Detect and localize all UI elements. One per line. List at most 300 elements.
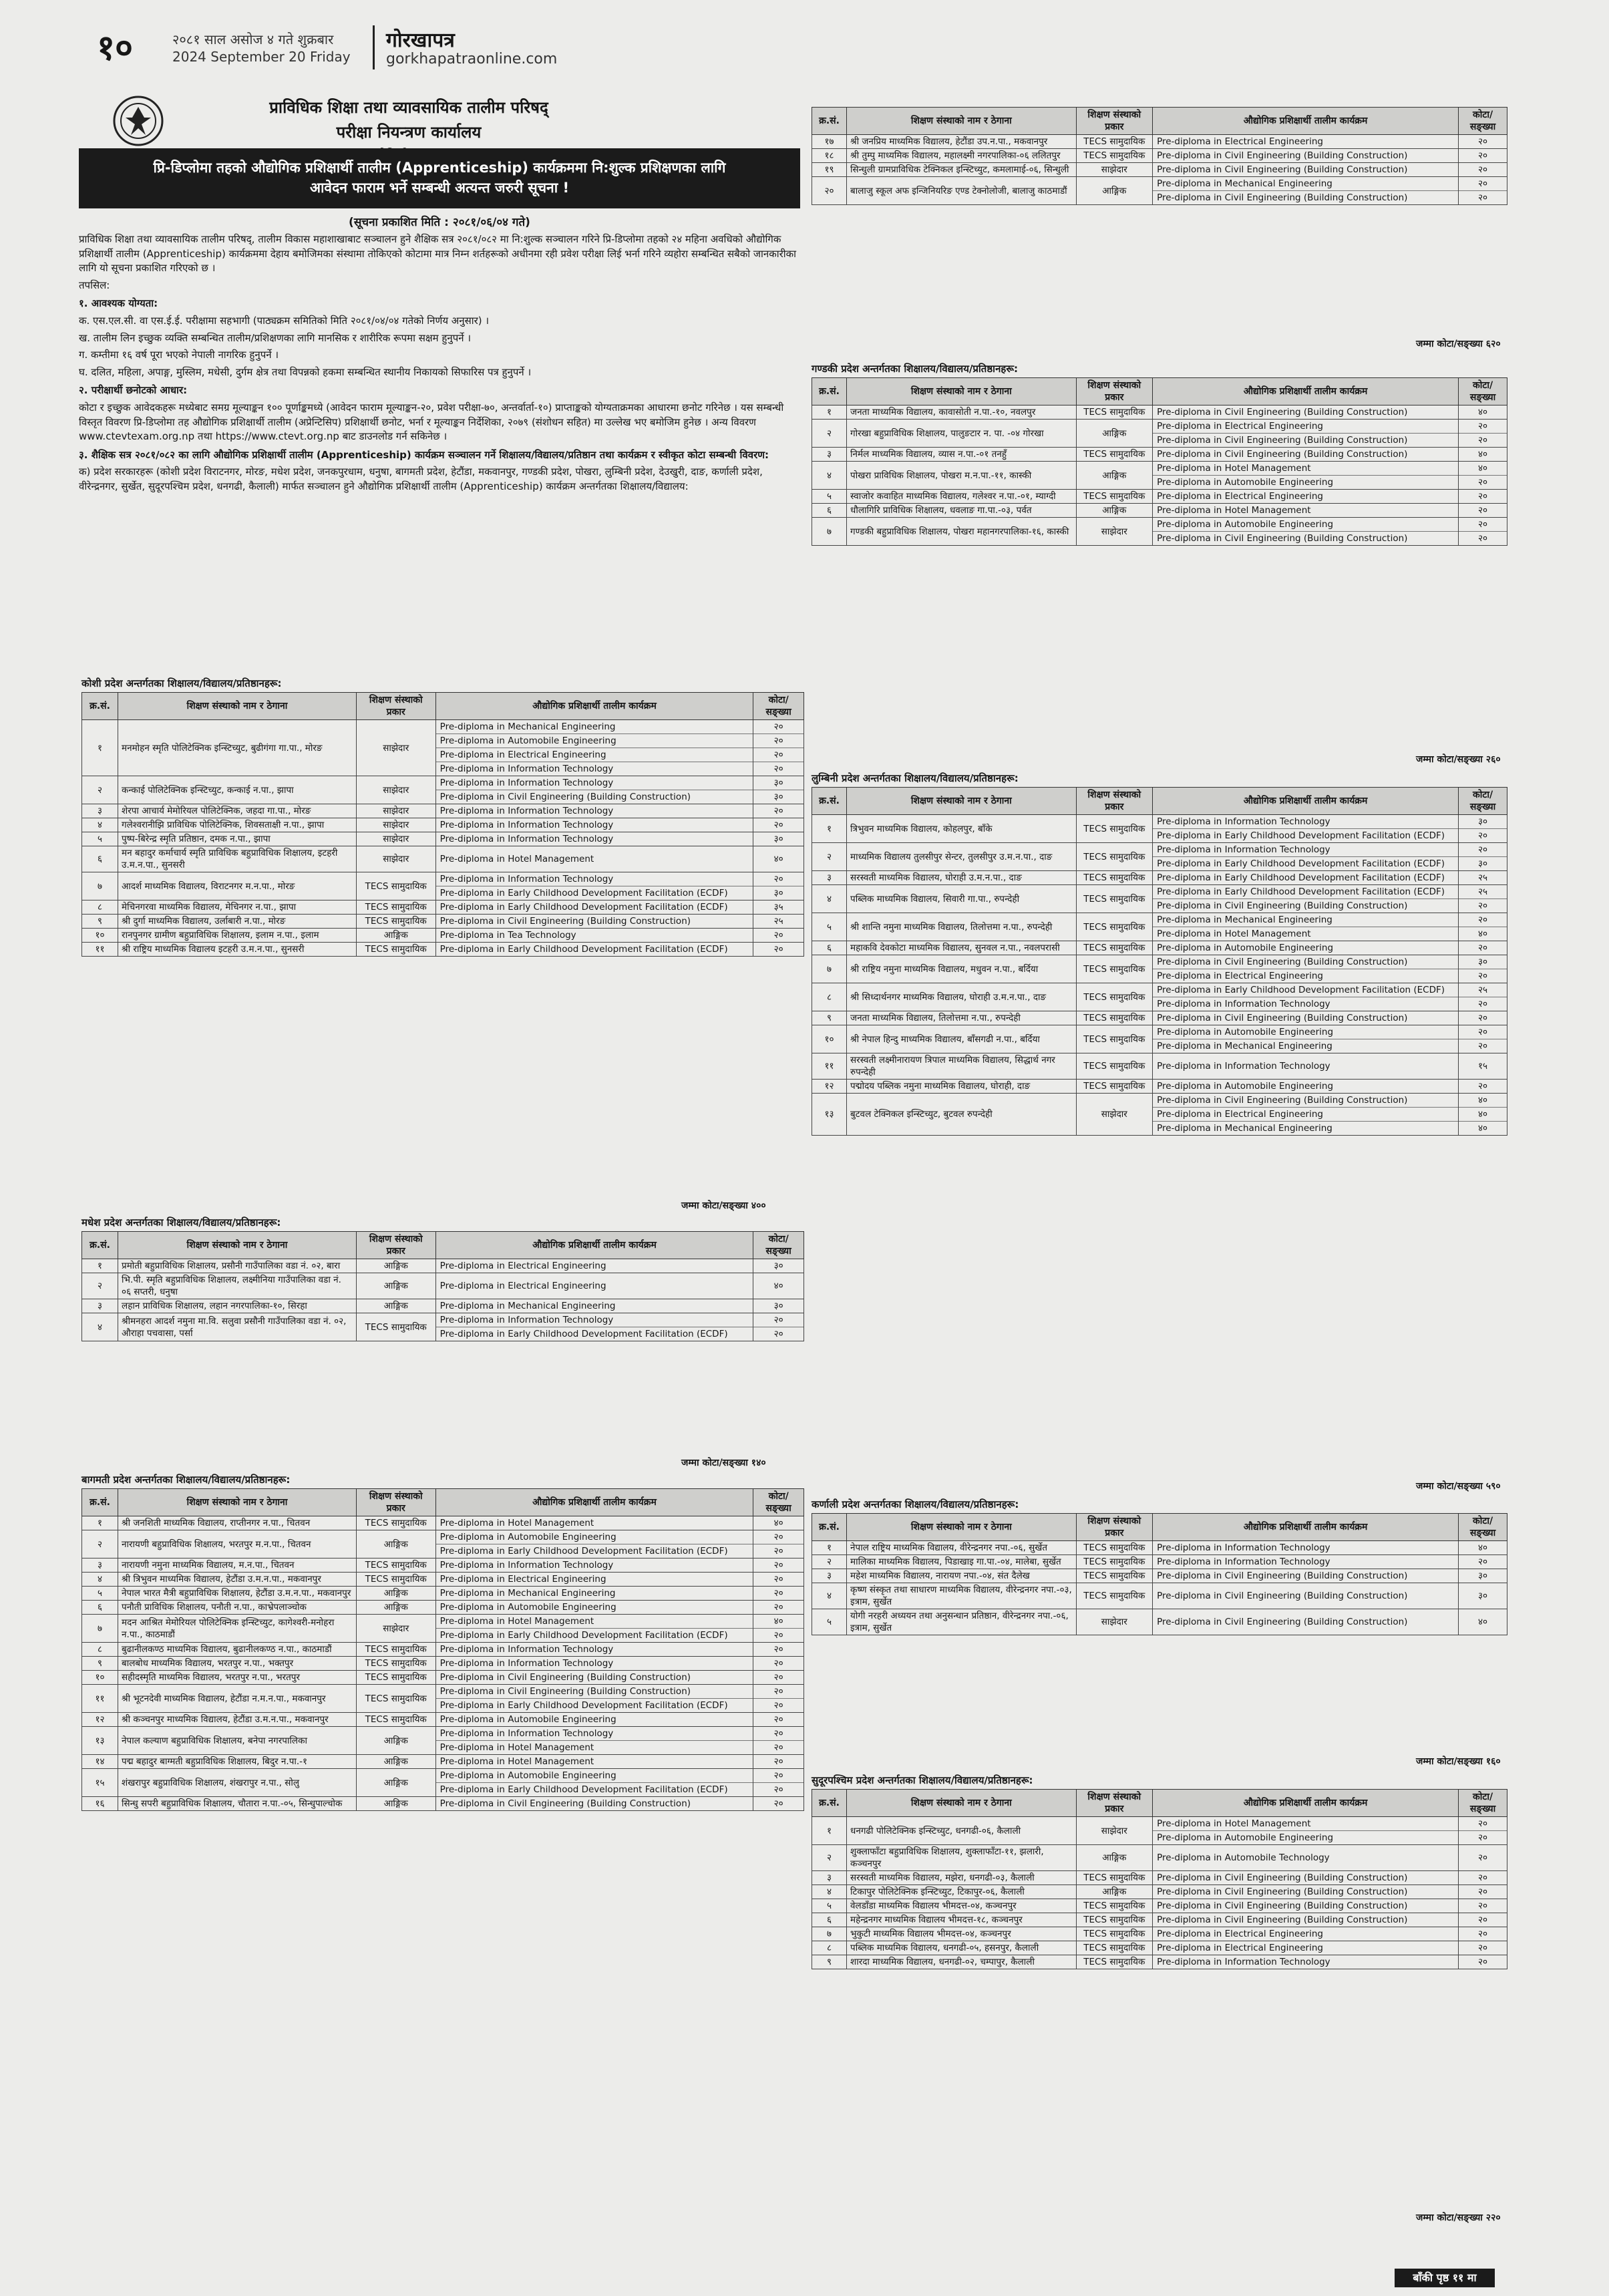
- quota-list: [1459, 1899, 1507, 1913]
- quota-value: ४०: [1478, 1542, 1488, 1553]
- quota-list: [1459, 504, 1507, 518]
- quota-value: २०: [773, 1630, 783, 1641]
- institution-type: TECS सामुदायिक: [1076, 983, 1153, 1011]
- program-name: Pre-diploma in Information Technology: [439, 834, 614, 844]
- quota-value: २०: [1478, 999, 1488, 1009]
- program-list: [1153, 448, 1459, 462]
- office-name: परीक्षा नियन्त्रण कार्यालय: [336, 123, 482, 142]
- institution-name: गण्डकी बहुप्राविधिक शिक्षालय, पोखरा महानगरपालिका-१६, कास्की: [847, 518, 1077, 546]
- quota-value: २०: [773, 1784, 783, 1795]
- table-header-row: [812, 108, 1507, 135]
- type-header: शिक्षण संस्थाको प्रकार: [356, 1489, 435, 1516]
- quota-value: २०: [1459, 913, 1507, 927]
- institution-name: धौलागिरि प्राविधिक शिक्षालय, धवलाङ गा.पा.-०३, पर्वत: [847, 504, 1077, 518]
- institution-type: TECS सामुदायिक: [1076, 1955, 1153, 1969]
- program-list: [1153, 420, 1459, 448]
- institution-name: स्वाजोर कवाहित माध्यमिक विद्यालय, गलेश्वर न.पा.-०१, म्याग्दी: [847, 490, 1077, 504]
- gandaki-table: [812, 377, 1507, 546]
- program-list: [435, 1685, 753, 1713]
- institution-name: जनता माध्यमिक विद्यालय, तिलोत्तमा न.पा., रुपन्देही: [847, 1011, 1077, 1025]
- quota-list: [1459, 1817, 1507, 1845]
- continued-on-page-badge: बाँकी पृष्ठ ११ मा: [1395, 2269, 1495, 2287]
- program-name: Pre-diploma in Mechanical Engineering: [1153, 177, 1458, 191]
- quota-list: [1459, 913, 1507, 941]
- quota-value: २०: [773, 1798, 783, 1809]
- institution-name: मेचिनगरवा माध्यमिक विद्यालय, मेचिनगर न.पा., झापा: [118, 900, 357, 915]
- quota-header: कोटा/सङ्ख्या: [1459, 378, 1507, 405]
- type-header: शिक्षण संस्थाको प्रकार: [356, 693, 435, 720]
- table-row: [82, 1685, 804, 1713]
- quota-header: कोटा/सङ्ख्या: [1459, 1790, 1507, 1817]
- institution-type: TECS सामुदायिक: [1076, 1569, 1153, 1583]
- institution-type: TECS सामुदायिक: [1076, 405, 1153, 420]
- institution-name: श्रीमनहरा आदर्श नमुना मा.वि. सलुवा प्रसौनी गाउँपालिका वडा नं. ०२, औराहा पचवासा, पर्सा: [118, 1313, 357, 1341]
- program-name: Pre-diploma in Civil Engineering (Building Construction): [1157, 1571, 1408, 1581]
- institution-name: धनगढी पोलिटेक्निक इन्स्टिच्युट, धनगढी-०६, कैलाली: [847, 1817, 1077, 1845]
- program-name: Pre-diploma in Civil Engineering (Building Construction): [1157, 1915, 1408, 1925]
- program-list: [435, 943, 753, 957]
- quota-list: [753, 846, 804, 872]
- institution-type: साझेदार: [1076, 1609, 1153, 1635]
- quota-list: [1459, 815, 1507, 843]
- website-link[interactable]: gorkhapatraonline.com: [386, 51, 558, 67]
- quota-list: [753, 1713, 804, 1727]
- program-name: Pre-diploma in Hotel Management: [1157, 929, 1311, 939]
- quota-list: [1459, 955, 1507, 983]
- institution-name: श्री शान्ति नमुना माध्यमिक विद्यालय, तिलोत्तमा न.पा., रुपन्देही: [847, 913, 1077, 941]
- table-row: [82, 1755, 804, 1769]
- institution-name: नेपाल कल्याण बहुप्राविधिक शिक्षालय, बनेपा नगरपालिका: [118, 1727, 357, 1755]
- institution-type: TECS सामुदायिक: [1076, 149, 1153, 163]
- institution-name: पद्म बहादुर बाग्मती बहुप्राविधिक शिक्षालय, बिदुर न.पा.-१: [118, 1755, 357, 1769]
- quota-value: २०: [753, 1685, 803, 1699]
- programs-text: क) प्रदेश सरकारहरू (कोशी प्रदेश विराटनगर, मोरङ, मधेश प्रदेश, जनकपुरधाम, धनुषा, बागमती प्रदेश, हेटौंडा, मकवानपुर, गण्डकी प्रदेश, पोखरा, लुम्बिनी प्रदेश, देउखुरी, दाङ, कर्णाली प्रदेश, वीरेन्द्रनगर, सुर्खेत, सुदूरपश्चिम प्रदेश, धनगढी, कैलाली) मार्फत सञ्चालन हुने औद्योगिक प्रशिक्षार्थी तालीम (Apprenticeship) कार्यक्रम अन्तर्गतका शिक्षालय/विद्यालय:: [79, 466, 763, 492]
- serial-number: १: [812, 1817, 847, 1845]
- quota-value: २०: [1478, 1872, 1488, 1883]
- table-row: [812, 1955, 1507, 1969]
- institution-type: TECS सामुदायिक: [1076, 1871, 1153, 1885]
- type-header: शिक्षण संस्थाको प्रकार: [1076, 108, 1153, 135]
- program-list: [435, 1713, 753, 1727]
- institution-type: साझेदार: [356, 1615, 435, 1643]
- program-list: [1153, 1053, 1459, 1080]
- table-row: [812, 1011, 1507, 1025]
- institution-name: गलेश्वरानीझि प्राविधिक पोलिटेक्निक, शिवसताक्षी न.पा., झापा: [118, 818, 357, 832]
- institution-type: TECS सामुदायिक: [1076, 815, 1153, 843]
- selection-heading: २. परीक्षार्थी छनोटको आधार:: [79, 384, 188, 397]
- quota-value: ४०: [1459, 1094, 1507, 1108]
- quota-list: [753, 1615, 804, 1643]
- program-name: Pre-diploma in Mechanical Engineering: [439, 1588, 616, 1599]
- program-name: Pre-diploma in Civil Engineering (Building Construction): [1157, 435, 1408, 446]
- table-row: [812, 815, 1507, 843]
- institution-type: साझेदार: [356, 832, 435, 846]
- quota-value: २०: [753, 1769, 803, 1783]
- program-list: [1153, 843, 1459, 871]
- quota-list: [753, 776, 804, 804]
- table-header-row: [812, 788, 1507, 815]
- program-name: Pre-diploma in Early Childhood Development Facilitation (ECDF): [439, 1630, 728, 1641]
- institution-name: नारायणी बहुप्राविधिक शिक्षालय, भरतपुर म.न.पा., चितवन: [118, 1530, 357, 1559]
- banner-line-2: आवेदन फाराम भर्ने सम्बन्धी अत्यन्त जरुरी सूचना !: [309, 180, 570, 196]
- institution-type: TECS सामुदायिक: [356, 872, 435, 900]
- serial-number: ९: [82, 915, 118, 929]
- serial-number: १: [82, 1259, 118, 1273]
- table-row: [812, 462, 1507, 490]
- institution-type: TECS सामुदायिक: [1076, 913, 1153, 941]
- program-header: औद्योगिक प्रशिक्षार्थी तालीम कार्यक्रम: [1153, 378, 1459, 405]
- notice-intro: प्राविधिक शिक्षा तथा व्यावसायिक तालीम परिषद्, तालीम विकास महाशाखाबाट सञ्चालन हुने शैक्षिक सत्र २०८१/०८२ मा नि:शुल्क सञ्चालन गरिने प्रि-डिप्लोमा तहको २४ महिना अवधिको औद्योगिक प्रशिक्षार्थी तालीम (Apprenticeship) कार्यक्रममा देहाय बमोजिमका संस्थामा तोकिएको कोटामा मात्र निम्न शर्तहरूको अधीनमा रही प्रवेश परीक्षा लिई भर्ना गरिने व्यहोरा सम्बन्धित सबैको जानकारीका लागि यो सूचना प्रकाशित गरिएको छ ।: [79, 233, 797, 275]
- program-list: [435, 929, 753, 943]
- institution-type: आङ्गिक: [1076, 177, 1153, 205]
- institution-name: बुटवल टेक्निकल इन्स्टिच्युट, बुटवल रुपन्देही: [847, 1094, 1077, 1136]
- serial-number: ५: [82, 1587, 118, 1601]
- institution-name: बुढानीलकण्ठ माध्यमिक विद्यालय, बुढानीलकण्ठ न.पा., काठमाडौं: [118, 1643, 357, 1657]
- table-row: [82, 1615, 804, 1643]
- program-name: Pre-diploma in Information Technology: [1153, 815, 1458, 829]
- program-name: Pre-diploma in Information Technology: [439, 1560, 614, 1571]
- institution-type: साझेदार: [1076, 1094, 1153, 1136]
- quota-list: [1459, 941, 1507, 955]
- institution-type: TECS सामुदायिक: [1076, 1899, 1153, 1913]
- institution-type: TECS सामुदायिक: [356, 1671, 435, 1685]
- program-name: Pre-diploma in Mechanical Engineering: [1157, 1123, 1332, 1134]
- institution-name: पब्लिक माध्यमिक विद्यालय, सिवारी गा.पा., रुपन्देही: [847, 885, 1077, 913]
- quota-value: २०: [753, 1530, 803, 1544]
- bagmati-continued-table: [812, 107, 1507, 205]
- table-row: [812, 885, 1507, 913]
- quota-value: २०: [1478, 830, 1488, 841]
- quota-value: २५: [773, 916, 783, 927]
- institution-name: श्री राष्ट्रिय माध्यमिक विद्यालय इटहरी उ.म.न.पा., सुनसरी: [118, 943, 357, 957]
- institution-name: भि.पी. स्मृति बहुप्राविधिक शिक्षालय, लक्ष्मीनिया गाउँपालिका वडा नं. ०६ सप्तरी, धनुषा: [118, 1273, 357, 1299]
- serial-number: १२: [812, 1080, 847, 1094]
- serial-number: ७: [812, 955, 847, 983]
- quota-list: [1459, 1609, 1507, 1635]
- quota-value: २०: [753, 748, 803, 762]
- program-list: [435, 1769, 753, 1797]
- program-list: [435, 1615, 753, 1643]
- page-number: १०: [97, 27, 134, 68]
- sudurpashchim-title: सुदूरपश्चिम प्रदेश अन्तर्गतका शिक्षालय/विद्यालय/प्रतिष्ठानहरू:: [812, 1774, 1033, 1786]
- quota-value: २०: [773, 764, 783, 774]
- program-name: Pre-diploma in Electrical Engineering: [439, 1281, 606, 1291]
- program-name: Pre-diploma in Early Childhood Development Facilitation (ECDF): [439, 1700, 728, 1711]
- quota-list: [753, 1755, 804, 1769]
- institution-name: नेपाल भारत मैत्री बहुप्राविधिक शिक्षालय, हेटौंडा उ.म.न.पा., मकवानपुर: [118, 1587, 357, 1601]
- serial-number: ११: [812, 1053, 847, 1080]
- table-row: [82, 1727, 804, 1755]
- serial-header: क्र.सं.: [82, 1232, 118, 1259]
- institution-name: त्रिभुवन माध्यमिक विद्यालय, कोहलपुर, बाँके: [847, 815, 1077, 843]
- quota-value: २०: [773, 1329, 783, 1339]
- program-list: [1153, 1885, 1459, 1899]
- program-list: [1153, 177, 1459, 205]
- serial-number: ९: [82, 1657, 118, 1671]
- program-name: Pre-diploma in Civil Engineering (Building Construction): [1157, 1872, 1408, 1883]
- institution-name: श्री त्रिभुवन माध्यमिक विद्यालय, हेटौंडा उ.म.न.पा., मकवानपुर: [118, 1573, 357, 1587]
- program-name: Pre-diploma in Electrical Engineering: [1157, 1929, 1323, 1939]
- newspaper-name: गोरखापत्र: [386, 29, 455, 52]
- program-name: Pre-diploma in Information Technology: [439, 806, 614, 816]
- date-english: 2024 September 20 Friday: [172, 49, 351, 65]
- serial-header: क्र.सं.: [812, 1790, 847, 1817]
- program-name: Pre-diploma in Mechanical Engineering: [439, 1301, 616, 1311]
- institution-name: टिकापुर पोलिटेक्निक इन्स्टिच्युट, टिकापुर-०६, कैलाली: [847, 1885, 1077, 1899]
- institution-type: आङ्गिक: [1076, 504, 1153, 518]
- program-list: [1153, 504, 1459, 518]
- institution-type: आङ्गिक: [356, 1769, 435, 1797]
- type-header: शिक्षण संस्थाको प्रकार: [1076, 1790, 1153, 1817]
- serial-number: १३: [82, 1727, 118, 1755]
- institution-type: TECS सामुदायिक: [1076, 448, 1153, 462]
- quota-list: [1459, 843, 1507, 871]
- program-list: [435, 1657, 753, 1671]
- quota-list: [753, 915, 804, 929]
- institution-name: महाकवि देवकोटा माध्यमिक विद्यालय, सुनवल न.पा., नवलपरासी: [847, 941, 1077, 955]
- program-list: [1153, 462, 1459, 490]
- table-row: [82, 1273, 804, 1299]
- lumbini-total: जम्मा कोटा/सङ्ख्या ५९०: [1416, 1481, 1501, 1492]
- ctevt-logo-icon: [112, 95, 164, 147]
- koshi-title: कोशी प्रदेश अन्तर्गतका शिक्षालय/विद्यालय/प्रतिष्ठानहरू:: [81, 677, 282, 689]
- serial-number: २: [82, 1530, 118, 1559]
- quota-list: [1459, 1871, 1507, 1885]
- program-list: [1153, 1941, 1459, 1955]
- serial-header: क्र.सं.: [82, 693, 118, 720]
- madhesh-total: जम्मा कोटा/सङ्ख्या १४०: [681, 1458, 766, 1468]
- program-name: Pre-diploma in Early Childhood Development Facilitation (ECDF): [439, 1546, 728, 1556]
- serial-number: ५: [812, 1609, 847, 1635]
- issue-date: [172, 31, 351, 65]
- program-header: औद्योगिक प्रशिक्षार्थी तालीम कार्यक्रम: [435, 1232, 753, 1259]
- quota-list: [753, 1587, 804, 1601]
- program-name: Pre-diploma in Information Technology: [436, 872, 753, 886]
- quota-value: २०: [1478, 533, 1488, 544]
- serial-number: ८: [82, 1643, 118, 1657]
- table-row: [812, 1025, 1507, 1053]
- quota-header: कोटा/सङ्ख्या: [1459, 788, 1507, 815]
- program-name: Pre-diploma in Early Childhood Development Facilitation (ECDF): [1153, 885, 1458, 899]
- table-row: [812, 955, 1507, 983]
- quota-value: २०: [753, 720, 803, 734]
- gandaki-total: जम्मा कोटा/सङ्ख्या २६०: [1416, 754, 1501, 765]
- serial-number: ६: [812, 941, 847, 955]
- program-list: [435, 776, 753, 804]
- program-list: [1153, 1913, 1459, 1927]
- serial-number: ८: [812, 1941, 847, 1955]
- serial-number: ३: [82, 804, 118, 818]
- institution-type: आङ्गिक: [356, 1755, 435, 1769]
- quota-value: ४०: [1478, 1123, 1488, 1134]
- program-list: [1153, 1927, 1459, 1941]
- program-header: औद्योगिक प्रशिक्षार्थी तालीम कार्यक्रम: [1153, 108, 1459, 135]
- serial-number: ४: [82, 1573, 118, 1587]
- serial-number: १९: [812, 163, 847, 177]
- serial-number: २: [82, 776, 118, 804]
- program-name: Pre-diploma in Automobile Engineering: [436, 1769, 753, 1783]
- quota-value: २०: [1478, 1556, 1488, 1567]
- table-row: [82, 1530, 804, 1559]
- quota-value: ४०: [1478, 929, 1488, 939]
- koshi-table: [81, 692, 804, 957]
- table-row: [82, 1259, 804, 1273]
- quota-value: ३०: [1459, 955, 1507, 969]
- quota-value: २०: [773, 1602, 783, 1613]
- table-row: [82, 1573, 804, 1587]
- institution-type: TECS सामुदायिक: [356, 900, 435, 915]
- program-name: Pre-diploma in Hotel Management: [439, 854, 594, 864]
- institution-name: श्री कञ्चनपुर माध्यमिक विद्यालय, हेटौंडा उ.म.न.पा., मकवानपुर: [118, 1713, 357, 1727]
- institution-name: माध्यमिक विद्यालय तुलसीपुर सेन्टर, तुलसीपुर उ.म.न.पा., दाङ: [847, 843, 1077, 871]
- quota-header: कोटा/सङ्ख्या: [753, 1489, 804, 1516]
- institution-name: मन बहादुर कर्माचार्य स्मृति प्राविधिक बहुप्राविधिक शिक्षालय, इटहरी उ.म.न.पा., सुनसरी: [118, 846, 357, 872]
- serial-number: ३: [812, 448, 847, 462]
- table-header-row: [82, 1489, 804, 1516]
- quota-list: [753, 1727, 804, 1755]
- serial-number: १०: [82, 1671, 118, 1685]
- table-row: [82, 804, 804, 818]
- table-row: [82, 1671, 804, 1685]
- program-name: Pre-diploma in Hotel Management: [436, 1615, 753, 1629]
- quota-list: [753, 1573, 804, 1587]
- program-list: [435, 1643, 753, 1657]
- institution-name: श्री भूटनदेवी माध्यमिक विद्यालय, हेटौंडा न.म.न.पा., मकवानपुर: [118, 1685, 357, 1713]
- quota-value: २०: [1478, 1957, 1488, 1967]
- program-name: Pre-diploma in Automobile Engineering: [1157, 943, 1334, 953]
- serial-number: १: [82, 720, 118, 776]
- quota-value: १५: [1478, 1061, 1488, 1072]
- program-name: Pre-diploma in Mechanical Engineering: [436, 720, 753, 734]
- program-list: [435, 1601, 753, 1615]
- institution-type: TECS सामुदायिक: [356, 1573, 435, 1587]
- institution-name: सरस्वती लक्ष्मीनारायण त्रिपाल माध्यमिक विद्यालय, सिद्धार्थ नगर रुपन्देही: [847, 1053, 1077, 1080]
- program-name: Pre-diploma in Civil Engineering (Building Construction): [1157, 407, 1408, 418]
- program-list: [435, 1671, 753, 1685]
- table-row: [82, 1657, 804, 1671]
- program-name: Pre-diploma in Civil Engineering (Building Construction): [1157, 1013, 1408, 1023]
- table-row: [82, 832, 804, 846]
- program-list: [435, 1299, 753, 1313]
- program-list: [1153, 1569, 1459, 1583]
- quota-value: २०: [1459, 1025, 1507, 1039]
- program-name: Pre-diploma in Automobile Engineering: [439, 1602, 616, 1613]
- table-row: [82, 1643, 804, 1657]
- quota-value: २५: [1459, 885, 1507, 899]
- table-row: [82, 776, 804, 804]
- serial-number: ३: [812, 1569, 847, 1583]
- quota-value: ३०: [773, 1301, 783, 1311]
- table-row: [812, 405, 1507, 420]
- quota-value: २०: [773, 1756, 783, 1767]
- program-list: [435, 720, 753, 776]
- quota-value: २०: [1478, 1901, 1488, 1911]
- quota-list: [1459, 885, 1507, 913]
- quota-value: २०: [773, 1560, 783, 1571]
- institution-name: रानपुनगर ग्रामीण बहुप्राविधिक शिक्षालय, इलाम न.पा., इलाम: [118, 929, 357, 943]
- quota-value: २०: [1478, 971, 1488, 981]
- quota-value: २०: [773, 1546, 783, 1556]
- serial-number: ६: [812, 1913, 847, 1927]
- program-list: [435, 900, 753, 915]
- institution-name: श्री जनप्रिय माध्यमिक विद्यालय, हेटौंडा उप.न.पा., मकवानपुर: [847, 135, 1077, 149]
- table-row: [812, 871, 1507, 885]
- institution-type: TECS सामुदायिक: [356, 1559, 435, 1573]
- institution-name: शारदा माध्यमिक विद्यालय, धनगढी-०२, चम्पापुर, कैलाली: [847, 1955, 1077, 1969]
- quota-list: [753, 872, 804, 900]
- institution-name: नेपाल राष्ट्रिय माध्यमिक विद्यालय, वीरेन्द्रनगर नपा.-०६, सुर्खेत: [847, 1541, 1077, 1555]
- program-header: औद्योगिक प्रशिक्षार्थी तालीम कार्यक्रम: [1153, 1790, 1459, 1817]
- program-name: Pre-diploma in Information Technology: [1157, 1542, 1330, 1553]
- table-row: [82, 1313, 804, 1341]
- program-name: Pre-diploma in Automobile Engineering: [1157, 1832, 1334, 1843]
- quota-value: २०: [1478, 1887, 1488, 1897]
- quota-value: ३०: [1459, 815, 1507, 829]
- program-list: [1153, 871, 1459, 885]
- program-list: [1153, 1609, 1459, 1635]
- program-name: Pre-diploma in Automobile Engineering: [1157, 1081, 1334, 1092]
- quota-value: ३०: [773, 888, 783, 898]
- program-name: Pre-diploma in Electrical Engineering: [1153, 420, 1458, 434]
- institution-type: साझेदार: [356, 846, 435, 872]
- table-row: [812, 1555, 1507, 1569]
- program-name: Pre-diploma in Information Technology: [1153, 843, 1458, 857]
- table-row: [812, 490, 1507, 504]
- program-name: Pre-diploma in Early Childhood Development Facilitation (ECDF): [439, 902, 728, 913]
- institution-type: TECS सामुदायिक: [1076, 1583, 1153, 1609]
- institution-name: मदन आश्रित मेमोरियल पोलिटेक्निक इन्स्टिच्युट, कागेश्वरी-मनोहरा न.पा., काठमाडौं: [118, 1615, 357, 1643]
- quota-value: २०: [1478, 164, 1488, 175]
- program-name: Pre-diploma in Hotel Management: [439, 1756, 594, 1767]
- institution-type: TECS सामुदायिक: [1076, 1011, 1153, 1025]
- program-list: [435, 1587, 753, 1601]
- table-row: [812, 1913, 1507, 1927]
- institution-name: लहान प्राविधिक शिक्षालय, लहान नगरपालिका-१०, सिरहा: [118, 1299, 357, 1313]
- institution-type: आङ्गिक: [1076, 462, 1153, 490]
- institution-type: TECS सामुदायिक: [1076, 1025, 1153, 1053]
- institution-name: श्री दुर्गा माध्यमिक विद्यालय, उर्लाबारी न.पा., मोरङ: [118, 915, 357, 929]
- table-row: [812, 1609, 1507, 1635]
- institution-header: शिक्षण संस्थाको नाम र ठेगाना: [847, 108, 1077, 135]
- quota-list: [753, 1685, 804, 1713]
- table-row: [82, 1299, 804, 1313]
- program-list: [435, 804, 753, 818]
- quota-value: २०: [1459, 518, 1507, 532]
- table-row: [812, 1541, 1507, 1555]
- quota-value: २०: [1478, 1081, 1488, 1092]
- program-list: [1153, 149, 1459, 163]
- sudurpashchim-table: [812, 1789, 1507, 1969]
- program-list: [435, 1530, 753, 1559]
- lumbini-title: लुम्बिनी प्रदेश अन्तर्गतका शिक्षालय/विद्यालय/प्रतिष्ठानहरू:: [812, 772, 1019, 784]
- quota-value: २०: [1478, 1943, 1488, 1953]
- quota-value: २०: [1459, 420, 1507, 434]
- program-list: [1153, 1845, 1459, 1871]
- quota-value: ४०: [773, 1518, 783, 1528]
- table-row: [812, 1899, 1507, 1913]
- table-row: [82, 929, 804, 943]
- program-list: [435, 872, 753, 900]
- table-row: [82, 720, 804, 776]
- institution-type: आङ्गिक: [356, 929, 435, 943]
- serial-number: १: [812, 1541, 847, 1555]
- quota-list: [1459, 163, 1507, 177]
- quota-list: [1459, 1011, 1507, 1025]
- program-list: [1153, 1871, 1459, 1885]
- quota-list: [753, 900, 804, 915]
- quota-value: २०: [773, 1714, 783, 1725]
- quota-list: [1459, 871, 1507, 885]
